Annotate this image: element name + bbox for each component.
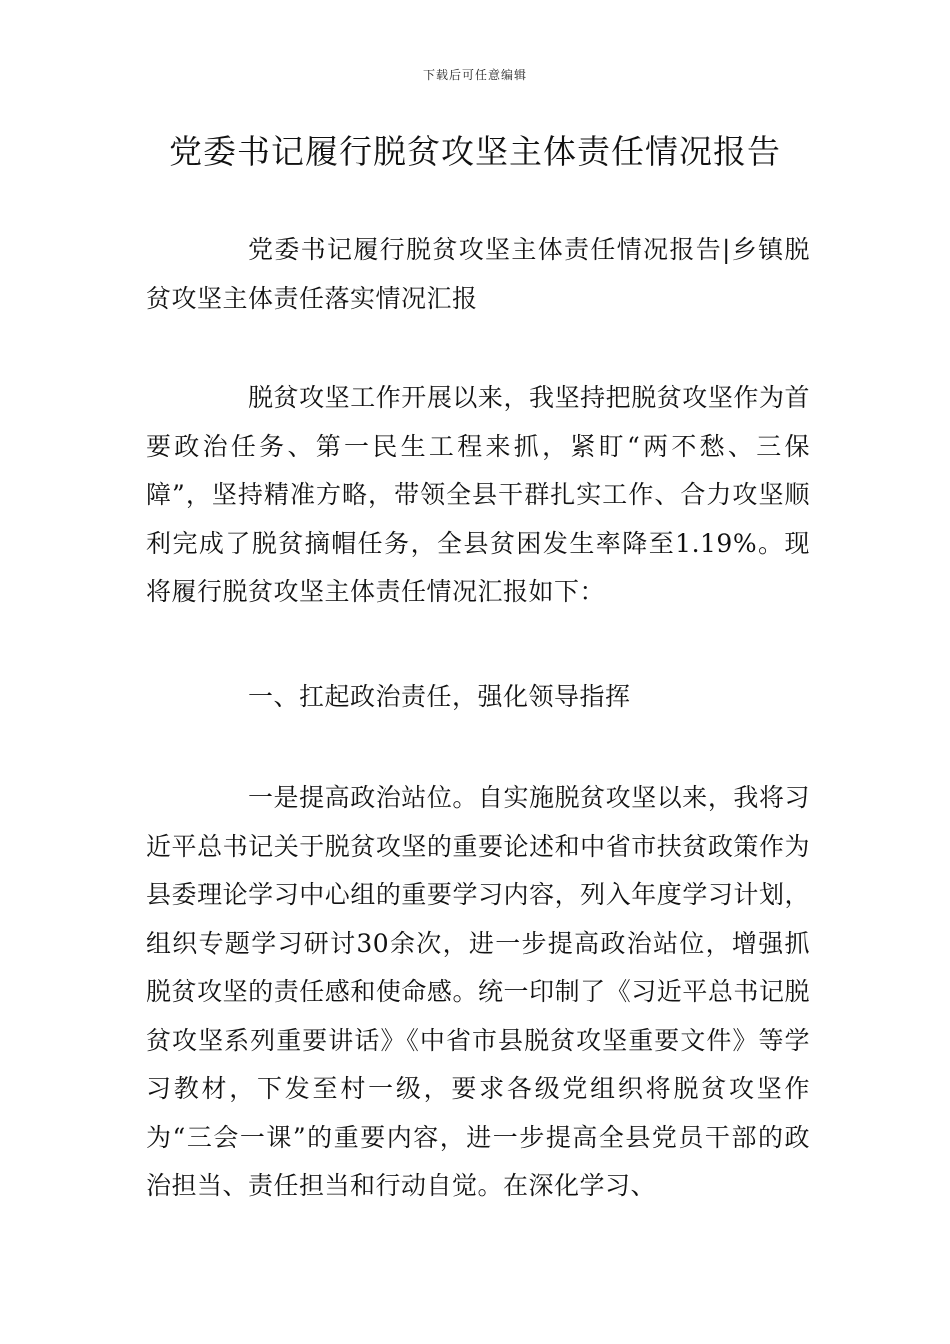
body-paragraph-1: 一是提高政治站位。自实施脱贫攻坚以来，我将习近平总书记关于脱贫攻坚的重要论述和中省市扶贫政策作为县委理论学习中心组的重要学习内容，列入年度学习计划，组织专题学习研讨30余次，进一步提高政治站位，增强抓脱贫攻坚的责任感和使命感。统一印制了《习近平总书记脱贫攻坚系列重要讲话》《中省市县脱贫攻坚重要文件》等学习教材，下发至村一级，要求各级党组织将脱贫攻坚作为“三会一课”的重要内容，进一步提高全县党员干部的政治担当、责任担当和行动自觉。在深化学习、 bbox=[146, 783, 810, 1200]
header-note: 下载后可任意编辑 bbox=[422, 68, 527, 82]
section-heading-1: 一、扛起政治责任，强化领导指挥 bbox=[248, 682, 631, 711]
intro-paragraph: 脱贫攻坚工作开展以来，我坚持把脱贫攻坚作为首要政治任务、第一民生工程来抓，紧盯“两不愁、三保障”，坚持精准方略，带领全县干群扎实工作、合力攻坚顺利完成了脱贫摘帽任务，全县贫困发生率降至1.19%。现将履行脱贫攻坚主体责任情况汇报如下： bbox=[146, 383, 810, 606]
subtitle-paragraph: 党委书记履行脱贫攻坚主体责任情况报告|乡镇脱贫攻坚主体责任落实情况汇报 bbox=[146, 235, 810, 313]
document-title: 党委书记履行脱贫攻坚主体责任情况报告 bbox=[169, 132, 781, 171]
